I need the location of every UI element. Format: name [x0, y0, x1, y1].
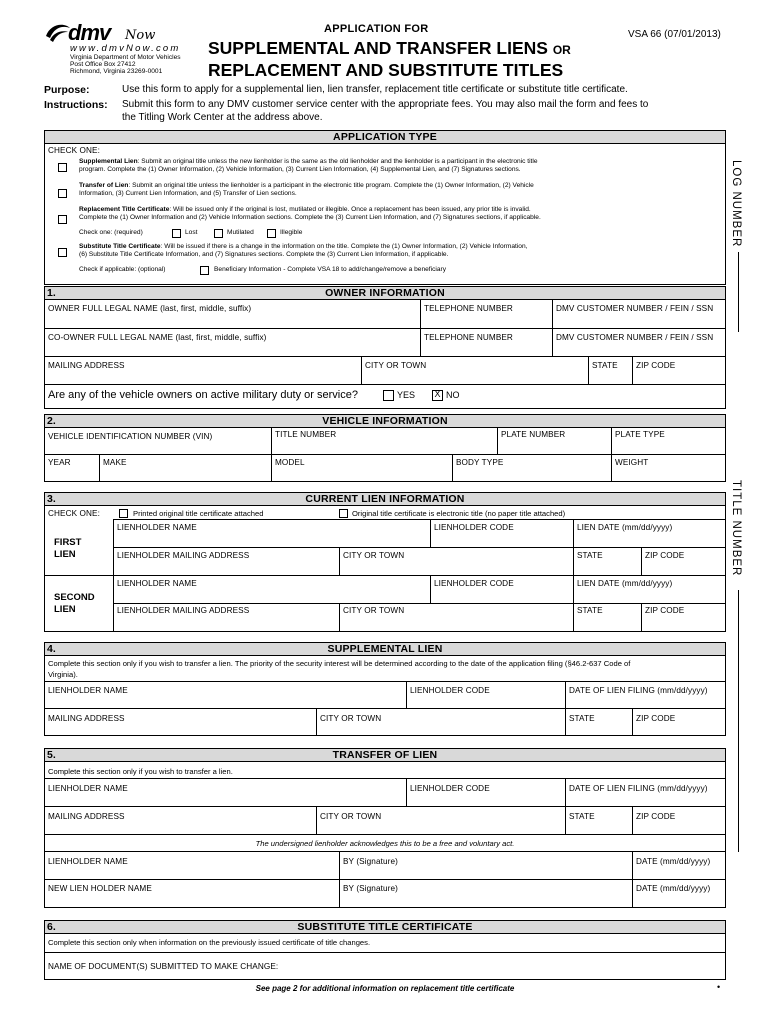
transfer-date1-field[interactable]: DATE (mm/dd/yyyy)	[636, 857, 711, 866]
opt3-l1: : Will be issued only if the original is lost, mutilated or illegible. Once a replacement has been issued, any prior title is invalid.	[169, 206, 531, 213]
opt3-text	[79, 206, 541, 222]
owner-title: OWNER INFORMATION	[325, 287, 445, 299]
owner-telephone-field[interactable]: TELEPHONE NUMBER	[424, 304, 513, 313]
opt3-l2: Complete the (1) Owner Information and (2) Vehicle Information sections. Complete the (3) Current Lien Information, and (7) Signatures sections, if applicable.	[79, 214, 541, 221]
first-lh-name-field[interactable]: LIENHOLDER NAME	[117, 523, 197, 532]
substitute-title: SUBSTITUTE TITLE CERTIFICATE	[297, 921, 473, 933]
substitute-bar	[44, 920, 726, 934]
electronic-title-checkbox[interactable]	[339, 509, 348, 518]
beneficiary-checkbox[interactable]	[200, 266, 209, 275]
supplemental-lien-checkbox[interactable]	[58, 163, 67, 172]
transfer-title: TRANSFER OF LIEN	[332, 749, 438, 761]
opt4-l1: : Will be issued if there is a change in the information on the title. Complete the (1) Owner Information, (2) Vehicle Information,	[160, 243, 528, 250]
owner-zip-field[interactable]: ZIP CODE	[636, 361, 676, 370]
second-lh-code-field[interactable]: LIENHOLDER CODE	[434, 579, 514, 588]
military-no-mark: X	[434, 389, 441, 399]
opt3-check-row	[79, 229, 143, 237]
transfer-lh-name-field[interactable]: LIENHOLDER NAME	[48, 784, 128, 793]
title-number-field[interactable]: TITLE NUMBER	[275, 430, 337, 439]
mutilated-checkbox[interactable]	[214, 229, 223, 238]
second-lien-date-field[interactable]: LIEN DATE (mm/dd/yyyy)	[577, 579, 673, 588]
opt2-l1: : Submit an original title unless the lienholder is a participant in the electronic title program. Complete the (1) Owner Information, (2) Vehicle	[128, 182, 534, 189]
electronic-title-label: Original title certificate is electronic title (no paper title attached)	[352, 509, 566, 518]
illegible-label: Illegible	[280, 229, 303, 236]
transfer-date2-field[interactable]: DATE (mm/dd/yyyy)	[636, 884, 711, 893]
opt1-bold: Supplemental Lien	[79, 158, 138, 165]
plate-type-field[interactable]: PLATE TYPE	[615, 430, 665, 439]
application-for: APPLICATION FOR	[324, 23, 429, 35]
transfer-state-field[interactable]: STATE	[569, 812, 595, 821]
first-lh-state-field[interactable]: STATE	[577, 551, 603, 560]
transfer-signature1-field[interactable]: BY (Signature)	[343, 857, 398, 866]
instructions-text1: Submit this form to any DMV customer service center with the appropriate fees. You may also mail the form and fees to	[122, 99, 649, 110]
substitute-note: Complete this section only when information on the previously issued certificate of title changes.	[48, 938, 371, 947]
opt4-l2: (6) Substitute Title Certificate Information, and (7) Signatures sections. Complete the (3) Current Lien Information, if applicable.	[79, 251, 449, 258]
supplemental-note2: Virginia).	[48, 670, 78, 679]
form-id: VSA 66 (07/01/2013)	[628, 29, 721, 40]
logo-address2: Richmond, Virginia 23269-0001	[70, 68, 163, 75]
body-type-field[interactable]: BODY TYPE	[456, 458, 504, 467]
instructions-label: Instructions:	[44, 99, 108, 111]
opt1-text	[79, 158, 719, 174]
opt1-l1: : Submit an original title unless the new lienholder is the same as the old lienholder and the lienholder is a participant in the electronic title	[137, 158, 538, 165]
transfer-acknowledge: The undersigned lienholder acknowledges this to be a free and voluntary act.	[255, 839, 515, 848]
instructions-text2: the Titling Work Center at the address above.	[122, 112, 323, 123]
supp-mailing-field[interactable]: MAILING ADDRESS	[48, 714, 125, 723]
first-lien-word: LIEN	[54, 549, 76, 560]
coowner-dmv-customer-field[interactable]: DMV CUSTOMER NUMBER / FEIN / SSN	[556, 333, 714, 342]
transfer-note: Complete this section only if you wish to transfer a lien.	[48, 767, 233, 776]
supplemental-note1: Complete this section only if you wish to transfer a lien. The priority of the security interest will be determined according to the date of the application filing (§46.2-637 Code of	[48, 659, 631, 668]
title-or: OR	[552, 43, 571, 57]
title-number-line	[738, 590, 739, 852]
lost-label: Lost	[185, 229, 198, 236]
current-lien-title: CURRENT LIEN INFORMATION	[305, 493, 465, 505]
page-title-line2: REPLACEMENT AND SUBSTITUTE TITLES	[208, 60, 564, 80]
owner-dmv-customer-field[interactable]: DMV CUSTOMER NUMBER / FEIN / SSN	[556, 304, 714, 313]
vehicle-num: 2.	[47, 415, 56, 427]
check-one-label: CHECK ONE:	[48, 146, 100, 155]
title-line1: SUPPLEMENTAL AND TRANSFER LIENS	[208, 38, 548, 58]
transfer-lh-code-field[interactable]: LIENHOLDER CODE	[410, 784, 490, 793]
logo-address1: Post Office Box 27412	[70, 61, 136, 68]
opt4-text	[79, 243, 527, 259]
first-lh-city-field[interactable]: CITY OR TOWN	[343, 551, 405, 560]
supp-city-field[interactable]: CITY OR TOWN	[320, 714, 382, 723]
coowner-name-field[interactable]: CO-OWNER FULL LEGAL NAME (last, first, middle, suffix)	[48, 333, 267, 342]
first-lh-zip-field[interactable]: ZIP CODE	[645, 551, 685, 560]
log-number-line	[738, 252, 739, 332]
beneficiary-label: Beneficiary Information - Complete VSA 18 to add/change/remove a beneficiary	[214, 266, 447, 273]
first-lien-label	[54, 537, 81, 561]
opt2-l2: Information, (3) Current Lien Information, and (5) Transfer of Lien sections.	[79, 190, 297, 197]
opt4-check: Check if applicable: (optional)	[79, 266, 166, 273]
footer-note: See page 2 for additional information on replacement title certificate	[255, 984, 515, 993]
current-lien-bar	[44, 492, 726, 506]
vin-field[interactable]: VEHICLE IDENTIFICATION NUMBER (VIN)	[48, 432, 213, 441]
first-lien-date-field[interactable]: LIEN DATE (mm/dd/yyyy)	[577, 523, 673, 532]
transfer-mailing-field[interactable]: MAILING ADDRESS	[48, 812, 125, 821]
transfer-zip-field[interactable]: ZIP CODE	[636, 812, 676, 821]
supp-zip-field[interactable]: ZIP CODE	[636, 714, 676, 723]
opt4-bold: Substitute Title Certificate	[79, 243, 161, 250]
supplemental-title: SUPPLEMENTAL LIEN	[327, 643, 443, 655]
second-lh-city-field[interactable]: CITY OR TOWN	[343, 606, 405, 615]
second-lh-name-field[interactable]: LIENHOLDER NAME	[117, 579, 197, 588]
substitute-docs-field[interactable]: NAME OF DOCUMENT(S) SUBMITTED TO MAKE CHANGE:	[48, 962, 279, 971]
supplemental-bar	[44, 642, 726, 656]
transfer-date-filing-field[interactable]: DATE OF LIEN FILING (mm/dd/yyyy)	[569, 784, 708, 793]
transfer-city-field[interactable]: CITY OR TOWN	[320, 812, 382, 821]
military-question: Are any of the vehicle owners on active military duty or service?	[48, 389, 358, 401]
first-lh-mailing-field[interactable]: LIENHOLDER MAILING ADDRESS	[117, 551, 250, 560]
first-lh-code-field[interactable]: LIENHOLDER CODE	[434, 523, 514, 532]
replacement-title-checkbox[interactable]	[58, 215, 67, 224]
logo-dept: Virginia Department of Motor Vehicles	[70, 54, 181, 61]
supplemental-num: 4.	[47, 643, 56, 655]
military-no-label: NO	[446, 390, 460, 400]
supp-date-filing-field[interactable]: DATE OF LIEN FILING (mm/dd/yyyy)	[569, 686, 708, 695]
logo-brand: dmv	[68, 20, 111, 45]
logo-url: www.dmvNow.com	[70, 43, 181, 54]
supplemental-note	[48, 658, 630, 680]
second-lh-state-field[interactable]: STATE	[577, 606, 603, 615]
footer-dot: •	[717, 982, 721, 992]
opt3-check: Check one: (required)	[79, 229, 143, 236]
owner-state-field[interactable]: STATE	[592, 361, 618, 370]
plate-number-field[interactable]: PLATE NUMBER	[501, 430, 566, 439]
owner-num: 1.	[47, 287, 56, 299]
year-field[interactable]: YEAR	[48, 458, 71, 467]
opt2-text	[79, 182, 534, 198]
second-lh-zip-field[interactable]: ZIP CODE	[645, 606, 685, 615]
transfer-lien-checkbox[interactable]	[58, 189, 67, 198]
side-log-number	[730, 160, 742, 247]
make-field[interactable]: MAKE	[103, 458, 127, 467]
side-title-number	[730, 480, 742, 576]
second-lien-label	[54, 592, 95, 616]
owner-city-field[interactable]: CITY OR TOWN	[365, 361, 427, 370]
second-lh-mailing-field[interactable]: LIENHOLDER MAILING ADDRESS	[117, 606, 250, 615]
second-label: SECOND	[54, 592, 95, 603]
transfer-num: 5.	[47, 749, 56, 761]
opt1-l2: program. Complete the (1) Owner Information, (2) Vehicle Information, (3) Current Lien Information, (4) Supplemental Lien, and (7) Signatures sections.	[79, 166, 521, 173]
illegible-checkbox[interactable]	[267, 229, 276, 238]
lost-checkbox[interactable]	[172, 229, 181, 238]
weight-field[interactable]: WEIGHT	[615, 458, 649, 467]
mutilated-label: Mutilated	[227, 229, 254, 236]
current-lien-num: 3.	[47, 493, 56, 505]
owner-bar	[44, 286, 726, 300]
first-label: FIRST	[54, 537, 82, 548]
vehicle-bar	[44, 414, 726, 428]
app-type-title: APPLICATION TYPE	[333, 131, 437, 143]
printed-title-label: Printed original title certificate attached	[133, 509, 264, 518]
substitute-title-checkbox[interactable]	[58, 248, 67, 257]
purpose-label: Purpose:	[44, 84, 90, 96]
title-number-label: TITLE NUMBER	[730, 480, 742, 577]
purpose-text: Use this form to apply for a supplemental lien, lien transfer, replacement title certificate or substitute title certificate.	[122, 84, 628, 95]
logo-brand-suffix: Now	[125, 28, 156, 43]
log-number-label: LOG NUMBER	[730, 160, 742, 248]
supp-state-field[interactable]: STATE	[569, 714, 595, 723]
opt3-bold: Replacement Title Certificate	[79, 206, 170, 213]
vehicle-title: VEHICLE INFORMATION	[322, 415, 448, 427]
transfer-bar	[44, 748, 726, 762]
page-title-line1	[208, 38, 571, 59]
military-yes-checkbox[interactable]	[383, 390, 394, 401]
military-no-checkbox[interactable]	[432, 390, 443, 401]
owner-name-field[interactable]: OWNER FULL LEGAL NAME (last, first, middle, suffix)	[48, 304, 252, 313]
coowner-telephone-field[interactable]: TELEPHONE NUMBER	[424, 333, 513, 342]
owner-mailing-field[interactable]: MAILING ADDRESS	[48, 361, 125, 370]
substitute-num: 6.	[47, 921, 56, 933]
opt2-bold: Transfer of Lien	[79, 182, 129, 189]
printed-title-checkbox[interactable]	[119, 509, 128, 518]
second-lien-word: LIEN	[54, 604, 76, 615]
app-type-bar	[44, 130, 726, 144]
transfer-lh-name2-field[interactable]: LIENHOLDER NAME	[48, 857, 128, 866]
new-lh-name-field[interactable]: NEW LIEN HOLDER NAME	[48, 884, 152, 893]
supp-lh-code-field[interactable]: LIENHOLDER CODE	[410, 686, 490, 695]
supp-lh-name-field[interactable]: LIENHOLDER NAME	[48, 686, 128, 695]
transfer-signature2-field[interactable]: BY (Signature)	[343, 884, 398, 893]
military-yes-label: YES	[397, 390, 416, 400]
lien-check-one: CHECK ONE:	[48, 509, 100, 518]
model-field[interactable]: MODEL	[275, 458, 305, 467]
